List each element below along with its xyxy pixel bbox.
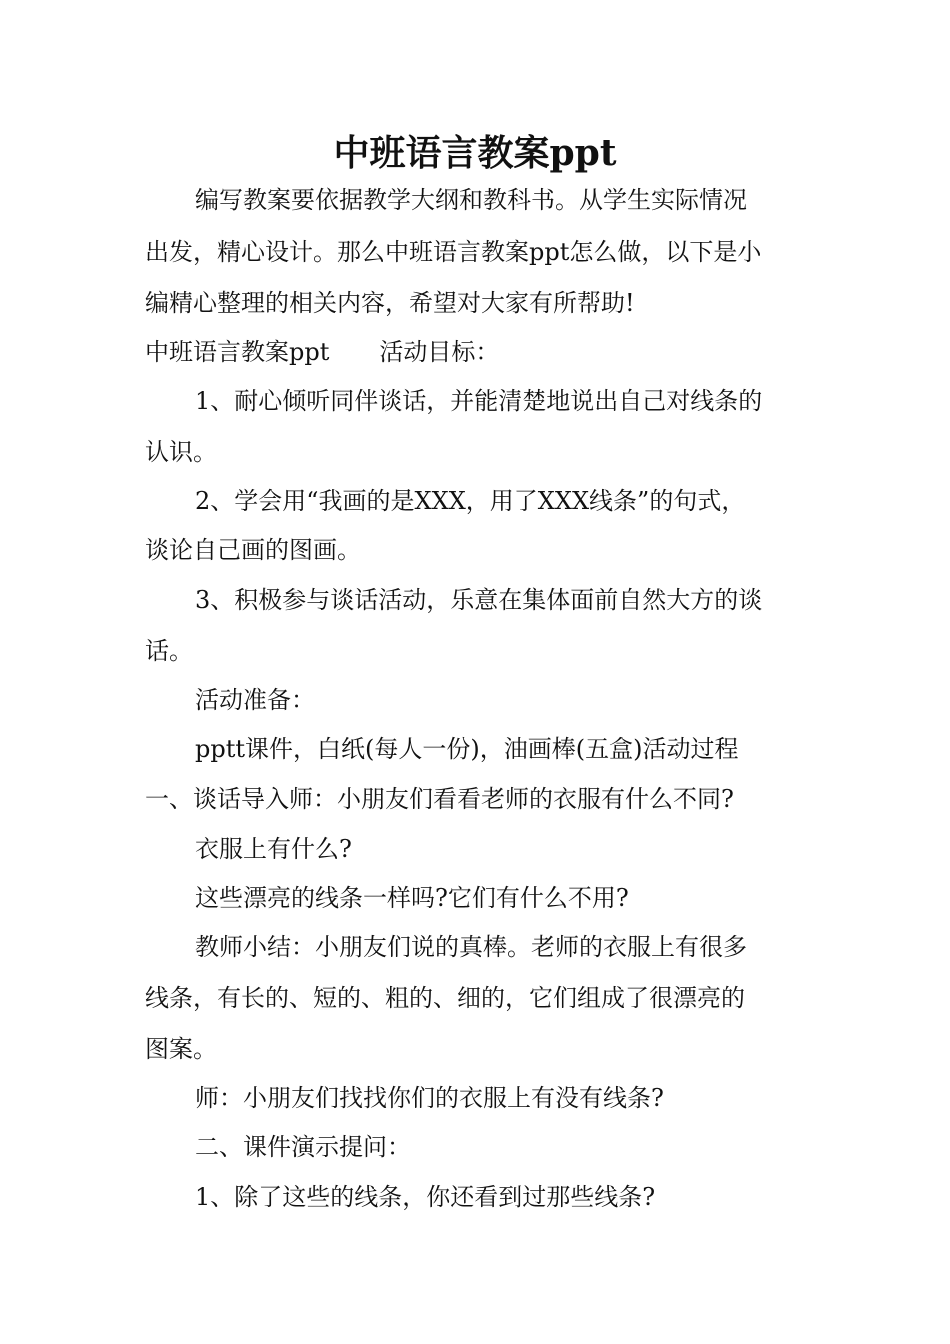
paragraph-line: 图案。 — [145, 1035, 217, 1063]
paragraph-line: 出发，精心设计。那么中班语言教案ppt怎么做，以下是小 — [145, 238, 762, 266]
paragraph-line: 编精心整理的相关内容，希望对大家有所帮助! — [145, 289, 635, 317]
paragraph-line: 二、课件演示提问： — [195, 1133, 411, 1161]
paragraph-line: 衣服上有什么? — [195, 835, 352, 863]
paragraph-line: 线条，有长的、短的、粗的、细的，它们组成了很漂亮的 — [145, 984, 745, 1012]
paragraph-line: 师：小朋友们找找你们的衣服上有没有线条? — [195, 1084, 664, 1112]
paragraph-line: 1、除了这些的线条，你还看到过那些线条? — [195, 1183, 656, 1211]
paragraph-line: 活动准备： — [195, 686, 315, 714]
paragraph-line: 一、谈话导入师：小朋友们看看老师的衣服有什么不同? — [145, 785, 734, 813]
paragraph-line: 教师小结：小朋友们说的真棒。老师的衣服上有很多 — [195, 933, 747, 961]
paragraph-line: 3、积极参与谈话活动，乐意在集体面前自然大方的谈 — [195, 586, 763, 614]
paragraph-line: 认识。 — [145, 438, 217, 466]
paragraph-line: 1、耐心倾听同伴谈话，并能清楚地说出自己对线条的 — [195, 387, 763, 415]
paragraph-line: 谈论自己画的图画。 — [145, 536, 361, 564]
document-title: 中班语言教案ppt — [333, 132, 617, 174]
paragraph-line: 话。 — [145, 637, 193, 665]
paragraph-line: 编写教案要依据教学大纲和教科书。从学生实际情况 — [195, 186, 747, 214]
paragraph-line: 这些漂亮的线条一样吗?它们有什么不用? — [195, 884, 629, 912]
paragraph-line: 2、学会用“我画的是XXX，用了XXX线条”的句式， — [195, 487, 746, 515]
heading-lesson-name: 中班语言教案ppt — [145, 338, 330, 366]
section-heading-line — [145, 334, 825, 370]
paragraph-line: pptt课件，白纸(每人一份)，油画棒(五盒)活动过程 — [195, 735, 739, 763]
heading-goals: 活动目标： — [379, 338, 500, 366]
